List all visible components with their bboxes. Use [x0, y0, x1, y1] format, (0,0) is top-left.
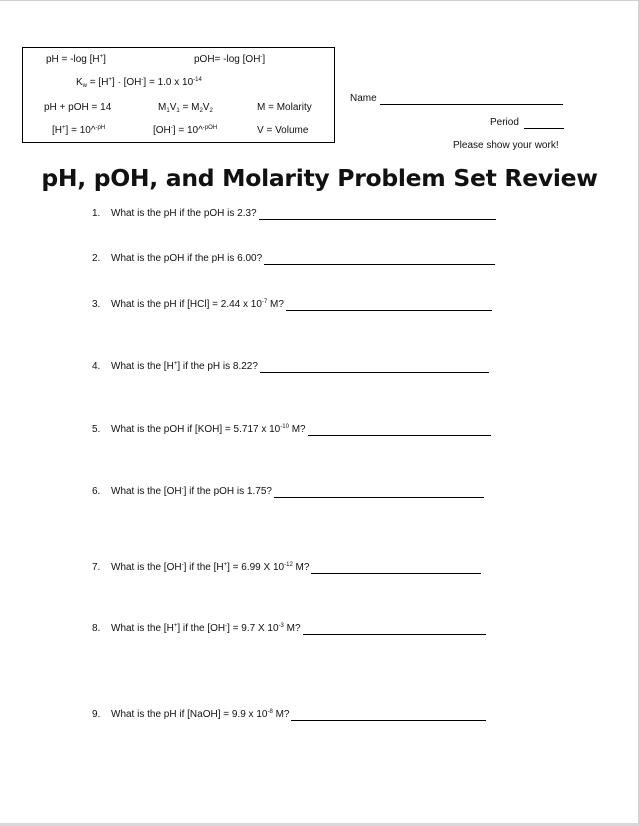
page-edge-top	[0, 0, 639, 1]
question-number: 2.	[92, 253, 101, 264]
ph-poh-sum: pH + pOH = 14	[44, 102, 112, 113]
answer-blank[interactable]	[303, 623, 486, 635]
question-number: 7.	[92, 562, 101, 573]
question-7: 7. What is the [OH-] if the [H+] = 6.99 X $10^{-12}$ M?	[92, 562, 481, 574]
question-3: 3. What is the pH if [HCl] = 2.44 x $10^{-7}$ M?	[92, 299, 492, 311]
answer-blank[interactable]	[286, 299, 492, 311]
poh-definition: pOH= -log [OH-]	[194, 54, 266, 65]
question-5: 5. What is the pOH if [KOH] = 5.717 x $10^{-10}$ M?	[92, 424, 491, 436]
oh-concentration-formula: [OH-] = 10^$^{-pOH}$	[153, 125, 218, 136]
question-9: 9. What is the pH if [NaOH] = 9.9 x $10^{-8}$ M?	[92, 709, 486, 721]
period-field[interactable]	[490, 117, 564, 129]
answer-blank[interactable]	[274, 486, 484, 498]
kw-equation: $K_w = [H^+] \cdot [OH^-] = 1.0$ x $10^{-14}$	[76, 77, 202, 89]
name-label: Name	[350, 93, 377, 104]
question-number: 1.	[92, 208, 101, 219]
molarity-legend: M = Molarity	[257, 102, 312, 113]
dilution-equation: $M_1V_1 = M_2V_2$	[158, 102, 213, 114]
name-blank[interactable]	[380, 94, 563, 105]
question-1: 1. What is the pH if the pOH is 2.3?	[92, 208, 496, 220]
question-number: 5.	[92, 424, 101, 435]
question-6: 6. What is the [OH-] if the pOH is 1.75?	[92, 486, 484, 498]
h-concentration-formula: [H+] = 10^$^{-pH}$	[52, 125, 106, 136]
answer-blank[interactable]	[259, 208, 496, 220]
show-work-instruction: Please show your work!	[453, 140, 559, 151]
question-number: 6.	[92, 486, 101, 497]
ph-definition: pH = -log [H+]	[46, 54, 106, 65]
question-number: 9.	[92, 709, 101, 720]
answer-blank[interactable]	[264, 253, 495, 265]
volume-legend: V = Volume	[257, 125, 309, 136]
answer-blank[interactable]	[308, 424, 491, 436]
page-title: pH, pOH, and Molarity Problem Set Review	[41, 164, 598, 192]
period-blank[interactable]	[524, 118, 564, 129]
answer-blank[interactable]	[311, 562, 481, 574]
answer-blank[interactable]	[291, 709, 486, 721]
period-label: Period	[490, 117, 519, 128]
name-field[interactable]	[350, 93, 563, 105]
question-number: 3.	[92, 299, 101, 310]
question-number: 4.	[92, 361, 101, 372]
question-2: 2. What is the pOH if the pH is 6.00?	[92, 253, 495, 265]
question-8: 8. What is the [H+] if the [OH-] = 9.7 X $10^{-3}$ M?	[92, 623, 486, 635]
answer-blank[interactable]	[260, 361, 489, 373]
formula-reference-box	[22, 47, 335, 143]
question-4: 4. What is the [H+] if the pH is 8.22?	[92, 361, 489, 373]
question-number: 8.	[92, 623, 101, 634]
